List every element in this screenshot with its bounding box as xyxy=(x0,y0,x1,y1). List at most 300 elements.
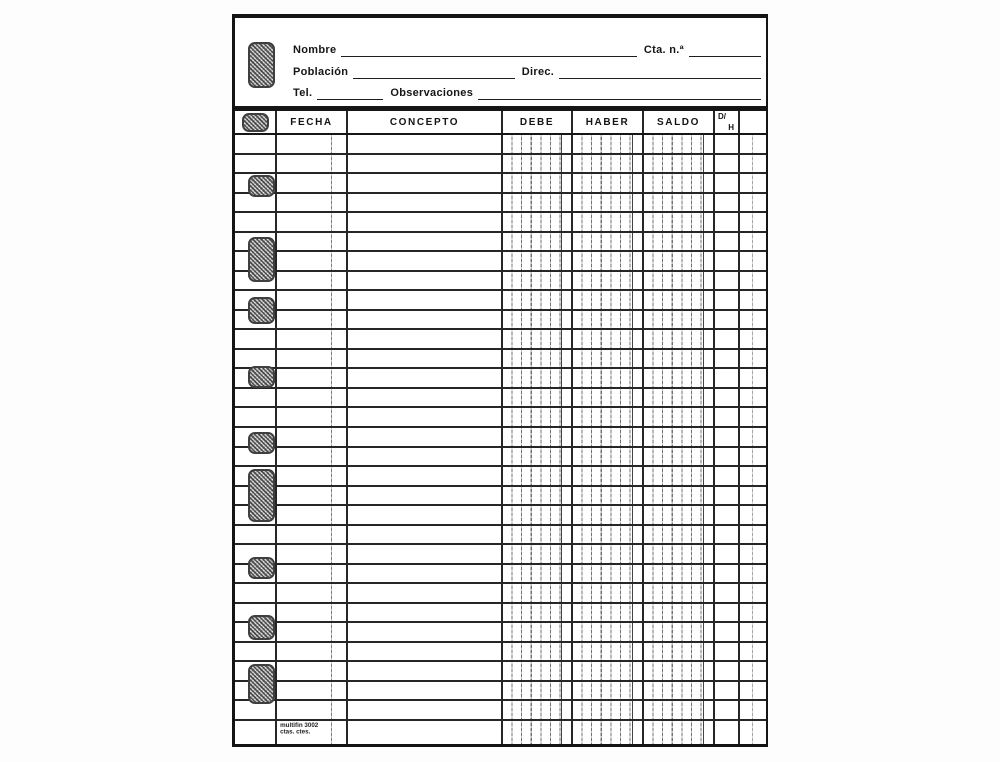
brand-note-cell xyxy=(277,721,348,744)
cell-hole xyxy=(235,487,277,505)
cell-hole xyxy=(235,623,277,641)
saldo-digit-grid xyxy=(644,448,704,466)
cell-fecha xyxy=(277,213,348,231)
cell-haber xyxy=(573,213,644,231)
direc-blank-line xyxy=(559,63,761,79)
cell-hole xyxy=(235,311,277,329)
cell-extra xyxy=(740,584,766,602)
cell-dh xyxy=(715,369,740,387)
haber-digit-grid xyxy=(573,604,633,622)
cell-haber xyxy=(573,604,644,622)
cell-hole xyxy=(235,408,277,426)
cell-dh xyxy=(715,721,740,744)
cell-fecha xyxy=(277,194,348,212)
cell-extra xyxy=(740,448,766,466)
cell-hole xyxy=(235,291,277,309)
cell-hole xyxy=(235,565,277,583)
cell-hole xyxy=(235,174,277,192)
debe-digit-grid xyxy=(503,272,562,290)
cell-saldo xyxy=(644,682,715,700)
cell-saldo xyxy=(644,233,715,251)
cell-dh xyxy=(715,213,740,231)
cell-haber xyxy=(573,194,644,212)
saldo-digit-grid xyxy=(644,408,704,426)
saldo-digit-grid xyxy=(644,662,704,680)
cell-concepto xyxy=(348,213,503,231)
cell-saldo xyxy=(644,506,715,524)
haber-digit-grid xyxy=(573,291,633,309)
cell-haber xyxy=(573,155,644,173)
debe-digit-grid xyxy=(503,584,562,602)
cell-extra xyxy=(740,526,766,544)
haber-digit-grid xyxy=(573,213,633,231)
cell-hole xyxy=(235,604,277,622)
debe-digit-grid xyxy=(503,682,562,700)
saldo-digit-grid xyxy=(644,643,704,661)
cell-debe xyxy=(503,623,573,641)
debe-digit-grid xyxy=(503,408,562,426)
cell-haber xyxy=(573,701,644,719)
cell-concepto xyxy=(348,135,503,153)
cell-debe xyxy=(503,389,573,407)
cell-fecha xyxy=(277,643,348,661)
observaciones-blank-line xyxy=(478,84,761,100)
cell-debe xyxy=(503,369,573,387)
cell-concepto xyxy=(348,252,503,270)
cell-extra xyxy=(740,213,766,231)
cell-extra xyxy=(740,643,766,661)
table-header-row xyxy=(235,106,766,135)
debe-digit-grid xyxy=(503,291,562,309)
cell-saldo xyxy=(644,174,715,192)
cell-fecha xyxy=(277,155,348,173)
debe-digit-grid xyxy=(503,506,562,524)
saldo-digit-grid xyxy=(644,428,704,446)
haber-digit-grid xyxy=(573,428,633,446)
cell-saldo xyxy=(644,526,715,544)
haber-digit-grid xyxy=(573,545,633,563)
cell-concepto xyxy=(348,604,503,622)
debe-digit-grid xyxy=(503,135,562,153)
cell-saldo xyxy=(644,487,715,505)
cell-hole xyxy=(235,701,277,719)
haber-digit-grid xyxy=(573,701,633,719)
cell-haber xyxy=(573,311,644,329)
cell-extra xyxy=(740,311,766,329)
cell-hole xyxy=(235,155,277,173)
cell-debe xyxy=(503,721,573,744)
debe-digit-grid xyxy=(503,623,562,641)
cell-fecha xyxy=(277,526,348,544)
cell-fecha xyxy=(277,291,348,309)
cell-hole xyxy=(235,135,277,153)
cell-fecha xyxy=(277,311,348,329)
haber-digit-grid xyxy=(573,623,633,641)
cell-dh xyxy=(715,272,740,290)
ledger-row xyxy=(235,682,766,702)
header-hole-cell xyxy=(235,111,277,133)
cell-haber xyxy=(573,291,644,309)
haber-digit-grid xyxy=(573,311,633,329)
ledger-row xyxy=(235,623,766,643)
cell-saldo xyxy=(644,135,715,153)
cell-concepto xyxy=(348,467,503,485)
cell-dh xyxy=(715,448,740,466)
cell-extra xyxy=(740,428,766,446)
saldo-digit-grid xyxy=(644,213,704,231)
debe-digit-grid xyxy=(503,721,562,744)
direc-label: Direc. xyxy=(521,66,555,78)
cell-haber xyxy=(573,623,644,641)
saldo-digit-grid xyxy=(644,487,704,505)
ledger-row xyxy=(235,643,766,663)
cell-saldo xyxy=(644,213,715,231)
cell-fecha xyxy=(277,428,348,446)
cell-dh xyxy=(715,155,740,173)
haber-digit-grid xyxy=(573,526,633,544)
ledger-row xyxy=(235,701,766,721)
cell-haber xyxy=(573,389,644,407)
cell-dh xyxy=(715,135,740,153)
debe-digit-grid xyxy=(503,369,562,387)
cell-fecha xyxy=(277,565,348,583)
cell-saldo xyxy=(644,721,715,744)
info-line-nombre xyxy=(293,41,761,57)
cell-fecha xyxy=(277,252,348,270)
account-info-section xyxy=(235,18,766,106)
cell-extra xyxy=(740,369,766,387)
cell-hole xyxy=(235,350,277,368)
cell-saldo xyxy=(644,428,715,446)
cell-hole xyxy=(235,662,277,680)
cell-saldo xyxy=(644,604,715,622)
cell-saldo xyxy=(644,662,715,680)
cell-hole xyxy=(235,526,277,544)
poblacion-label: Población xyxy=(293,66,349,78)
cell-concepto xyxy=(348,369,503,387)
cell-fecha xyxy=(277,506,348,524)
cell-extra xyxy=(740,291,766,309)
cell-extra xyxy=(740,662,766,680)
debe-digit-grid xyxy=(503,155,562,173)
ledger-row xyxy=(235,408,766,428)
cell-debe xyxy=(503,701,573,719)
cell-fecha xyxy=(277,233,348,251)
saldo-digit-grid xyxy=(644,389,704,407)
saldo-digit-grid xyxy=(644,135,704,153)
ledger-row xyxy=(235,291,766,311)
ledger-row xyxy=(235,213,766,233)
saldo-digit-grid xyxy=(644,291,704,309)
debe-digit-grid xyxy=(503,467,562,485)
haber-digit-grid xyxy=(573,584,633,602)
col-header-fecha: FECHA xyxy=(277,111,348,133)
ledger-row xyxy=(235,252,766,272)
cell-dh xyxy=(715,662,740,680)
col-header-debe: DEBE xyxy=(503,111,573,133)
table-body xyxy=(235,135,766,721)
nombre-label: Nombre xyxy=(293,44,337,56)
haber-digit-grid xyxy=(573,174,633,192)
cell-debe xyxy=(503,662,573,680)
cell-saldo xyxy=(644,330,715,348)
cell-concepto xyxy=(348,701,503,719)
cell-extra xyxy=(740,487,766,505)
ledger-row xyxy=(235,272,766,292)
cell-dh xyxy=(715,291,740,309)
cta-label: Cta. n.ª xyxy=(643,44,684,56)
cell-haber xyxy=(573,428,644,446)
debe-digit-grid xyxy=(503,213,562,231)
cell-hole xyxy=(235,467,277,485)
cell-hole xyxy=(235,506,277,524)
cell-concepto xyxy=(348,721,503,744)
cell-dh xyxy=(715,252,740,270)
cell-dh xyxy=(715,330,740,348)
brand-note xyxy=(277,721,331,735)
cell-saldo xyxy=(644,623,715,641)
cell-hole xyxy=(235,643,277,661)
haber-digit-grid xyxy=(573,487,633,505)
cell-concepto xyxy=(348,330,503,348)
cell-dh xyxy=(715,545,740,563)
cell-haber xyxy=(573,448,644,466)
cell-saldo xyxy=(644,643,715,661)
cell-dh xyxy=(715,487,740,505)
ledger-row xyxy=(235,233,766,253)
cell-haber xyxy=(573,545,644,563)
cell-fecha xyxy=(277,662,348,680)
cell-fecha xyxy=(277,350,348,368)
cell-debe xyxy=(503,291,573,309)
haber-digit-grid xyxy=(573,721,633,744)
cell-haber xyxy=(573,174,644,192)
haber-digit-grid xyxy=(573,233,633,251)
cell-fecha xyxy=(277,487,348,505)
cell-debe xyxy=(503,604,573,622)
cell-dh xyxy=(715,565,740,583)
cell-extra xyxy=(740,565,766,583)
debe-digit-grid xyxy=(503,448,562,466)
cell-concepto xyxy=(348,350,503,368)
saldo-digit-grid xyxy=(644,721,704,744)
cell-debe xyxy=(503,584,573,602)
cell-haber xyxy=(573,526,644,544)
tel-blank-line xyxy=(317,84,383,100)
col-header-haber: HABER xyxy=(573,111,644,133)
cell-extra xyxy=(740,272,766,290)
cell-concepto xyxy=(348,448,503,466)
cell-debe xyxy=(503,311,573,329)
cell-haber xyxy=(573,584,644,602)
cell-haber xyxy=(573,369,644,387)
info-line-tel xyxy=(293,84,761,100)
cell-dh xyxy=(715,506,740,524)
haber-digit-grid xyxy=(573,506,633,524)
cell-haber xyxy=(573,272,644,290)
ledger-row xyxy=(235,194,766,214)
cell-dh xyxy=(715,643,740,661)
cell-haber xyxy=(573,506,644,524)
cell-dh xyxy=(715,604,740,622)
cell-extra xyxy=(740,194,766,212)
haber-digit-grid xyxy=(573,643,633,661)
cell-extra xyxy=(740,682,766,700)
cell-debe xyxy=(503,213,573,231)
cell-saldo xyxy=(644,565,715,583)
saldo-digit-grid xyxy=(644,330,704,348)
cell-fecha xyxy=(277,682,348,700)
haber-digit-grid xyxy=(573,408,633,426)
cell-haber xyxy=(573,565,644,583)
cell-concepto xyxy=(348,291,503,309)
cell-debe xyxy=(503,233,573,251)
debe-digit-grid xyxy=(503,252,562,270)
footer-row xyxy=(235,721,766,744)
ledger-row xyxy=(235,604,766,624)
saldo-digit-grid xyxy=(644,526,704,544)
cell-saldo xyxy=(644,350,715,368)
cell-concepto xyxy=(348,233,503,251)
debe-digit-grid xyxy=(503,545,562,563)
cell-debe xyxy=(503,565,573,583)
cell-haber xyxy=(573,233,644,251)
debe-digit-grid xyxy=(503,487,562,505)
cell-debe xyxy=(503,487,573,505)
cell-dh xyxy=(715,584,740,602)
cell-haber xyxy=(573,643,644,661)
cell-saldo xyxy=(644,155,715,173)
cell-debe xyxy=(503,682,573,700)
haber-digit-grid xyxy=(573,252,633,270)
cell-saldo xyxy=(644,467,715,485)
cell-dh xyxy=(715,701,740,719)
cell-extra xyxy=(740,155,766,173)
saldo-digit-grid xyxy=(644,369,704,387)
poblacion-blank-line xyxy=(353,63,515,79)
cell-concepto xyxy=(348,662,503,680)
cell-extra xyxy=(740,506,766,524)
cell-extra xyxy=(740,135,766,153)
cell-dh xyxy=(715,408,740,426)
cell-debe xyxy=(503,545,573,563)
saldo-digit-grid xyxy=(644,155,704,173)
cell-concepto xyxy=(348,155,503,173)
cell-dh xyxy=(715,526,740,544)
haber-digit-grid xyxy=(573,662,633,680)
saldo-digit-grid xyxy=(644,233,704,251)
cell-saldo xyxy=(644,311,715,329)
ledger-row xyxy=(235,467,766,487)
cell-fecha xyxy=(277,448,348,466)
haber-digit-grid xyxy=(573,565,633,583)
cell-debe xyxy=(503,174,573,192)
haber-digit-grid xyxy=(573,272,633,290)
cell-hole xyxy=(235,369,277,387)
cell-fecha xyxy=(277,623,348,641)
col-header-saldo: SALDO xyxy=(644,111,715,133)
saldo-digit-grid xyxy=(644,252,704,270)
brand-note-line2: ctas. ctes. xyxy=(280,728,311,736)
saldo-digit-grid xyxy=(644,467,704,485)
cell-dh xyxy=(715,174,740,192)
cell-concepto xyxy=(348,428,503,446)
cell-saldo xyxy=(644,252,715,270)
ledger-row xyxy=(235,584,766,604)
ledger-row xyxy=(235,526,766,546)
ledger-row xyxy=(235,428,766,448)
ledger-row xyxy=(235,662,766,682)
debe-digit-grid xyxy=(503,565,562,583)
cell-saldo xyxy=(644,584,715,602)
cell-haber xyxy=(573,135,644,153)
cell-debe xyxy=(503,448,573,466)
cell-debe xyxy=(503,252,573,270)
ledger-row xyxy=(235,350,766,370)
cell-extra xyxy=(740,701,766,719)
cell-concepto xyxy=(348,408,503,426)
cell-dh xyxy=(715,233,740,251)
tel-label: Tel. xyxy=(293,87,313,99)
ledger-row xyxy=(235,135,766,155)
cell-hole xyxy=(235,330,277,348)
cell-haber xyxy=(573,682,644,700)
dh-debe-label: D/ xyxy=(718,112,726,121)
ledger-row xyxy=(235,389,766,409)
cell-extra xyxy=(740,604,766,622)
ledger-row xyxy=(235,330,766,350)
cell-extra xyxy=(740,408,766,426)
cell-extra xyxy=(740,350,766,368)
saldo-digit-grid xyxy=(644,506,704,524)
cell-debe xyxy=(503,272,573,290)
debe-digit-grid xyxy=(503,330,562,348)
cell-dh xyxy=(715,682,740,700)
ledger-row xyxy=(235,311,766,331)
cell-saldo xyxy=(644,369,715,387)
cell-debe xyxy=(503,643,573,661)
cell-fecha xyxy=(277,369,348,387)
nombre-blank-line xyxy=(341,41,637,57)
binder-hole xyxy=(242,113,269,132)
cell-haber xyxy=(573,662,644,680)
cell-dh xyxy=(715,389,740,407)
saldo-digit-grid xyxy=(644,350,704,368)
debe-digit-grid xyxy=(503,604,562,622)
saldo-digit-grid xyxy=(644,311,704,329)
debe-digit-grid xyxy=(503,350,562,368)
cell-concepto xyxy=(348,389,503,407)
saldo-digit-grid xyxy=(644,272,704,290)
saldo-digit-grid xyxy=(644,701,704,719)
cell-extra xyxy=(740,389,766,407)
cell-saldo xyxy=(644,701,715,719)
cell-fecha xyxy=(277,467,348,485)
cell-saldo xyxy=(644,545,715,563)
cell-extra xyxy=(740,233,766,251)
haber-digit-grid xyxy=(573,682,633,700)
cell-debe xyxy=(503,135,573,153)
cell-extra xyxy=(740,330,766,348)
cell-hole xyxy=(235,428,277,446)
haber-digit-grid xyxy=(573,369,633,387)
haber-digit-grid xyxy=(573,389,633,407)
cell-debe xyxy=(503,408,573,426)
debe-digit-grid xyxy=(503,311,562,329)
observaciones-label: Observaciones xyxy=(390,87,474,99)
col-header-concepto: CONCEPTO xyxy=(348,111,503,133)
info-line-poblacion xyxy=(293,63,761,79)
